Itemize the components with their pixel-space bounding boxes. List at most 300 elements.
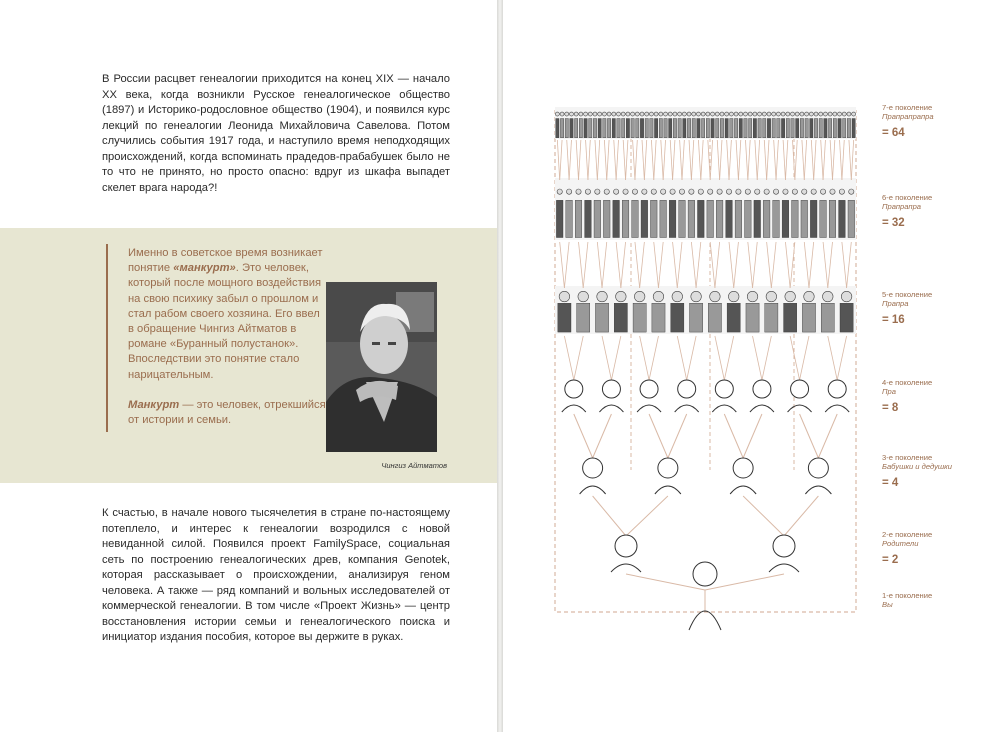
link-7-6 xyxy=(604,140,606,180)
link-5-4 xyxy=(790,336,799,380)
crowd-gen7-body xyxy=(791,119,794,138)
crowd-gen5-body xyxy=(802,303,815,332)
ancestor-portrait-gen4 xyxy=(715,380,733,398)
intro-paragraph-text: В России расцвет генеалогии приходится на конец XIX — начало XX века, когда возникли Русское генеалогическое общество (1897) и Историко-родословное общество (1904), и появился курс лекций по генеалогии Леонида Михайловича Савелова. Потом случились события 1917 года, и наступило время неподходящих происхождений, когда вспоминать прадедов-прабабушек было не то что не принято, но просто опасно: вдруг из шкафа выпадет скелет врага народа?! xyxy=(102,73,450,194)
crowd-gen7-head xyxy=(616,112,620,116)
link-7-6 xyxy=(661,140,663,180)
link-3-2 xyxy=(593,496,626,536)
crowd-gen6-body xyxy=(782,200,789,237)
crowd-gen5-body xyxy=(633,303,646,332)
crowd-gen7-head xyxy=(762,112,766,116)
crowd-gen7-body xyxy=(758,119,761,138)
link-7-6 xyxy=(755,140,757,180)
crowd-gen6-head xyxy=(614,189,619,194)
grandparent-portrait xyxy=(583,458,603,478)
link-7-6 xyxy=(597,140,599,180)
crowd-gen5-body xyxy=(671,303,684,332)
photo-caption: Чингиз Айтматов xyxy=(381,461,447,470)
crowd-gen5-body xyxy=(577,303,590,332)
generation-subtitle: Родители xyxy=(882,539,919,548)
generation-subtitle: Вы xyxy=(882,600,893,609)
crowd-gen6-head xyxy=(745,189,750,194)
crowd-gen7-head xyxy=(791,112,795,116)
crowd-gen7-body xyxy=(556,119,559,138)
crowd-gen7-head xyxy=(711,112,715,116)
crowd-gen7-body xyxy=(654,119,657,138)
generation-title: 1-е поколение xyxy=(882,591,933,600)
link-7-6 xyxy=(748,140,750,180)
link-5-4 xyxy=(687,336,696,380)
crowd-gen7-body xyxy=(631,119,634,138)
crowd-gen7-body xyxy=(734,119,737,138)
crowd-gen7-body xyxy=(702,119,705,138)
link-7-6 xyxy=(811,140,813,180)
crowd-gen7-body xyxy=(781,119,784,138)
crowd-gen7-head xyxy=(767,112,771,116)
link-7-6 xyxy=(745,140,747,180)
link-6-5 xyxy=(673,242,678,288)
ancestor-shoulders-gen4 xyxy=(750,405,774,412)
crowd-gen7-head xyxy=(654,112,658,116)
crowd-gen7-head xyxy=(692,112,696,116)
crowd-gen6-head xyxy=(595,189,600,194)
generation-title: 2-е поколение xyxy=(882,530,933,539)
crowd-gen6-head xyxy=(755,189,760,194)
crowd-gen6-body xyxy=(575,200,582,237)
generation-count: = 4 xyxy=(882,477,899,489)
link-7-6 xyxy=(776,140,778,180)
quote-text: Именно в советское время возникает понятие xyxy=(128,247,323,275)
link-6-5 xyxy=(753,242,758,288)
crowd-gen6-head xyxy=(726,189,731,194)
crowd-gen7-head xyxy=(645,112,649,116)
crowd-gen6-body xyxy=(566,200,573,237)
crowd-gen7-head xyxy=(706,112,710,116)
crowd-gen5-body xyxy=(784,303,797,332)
crowd-gen5-head xyxy=(672,291,683,302)
crowd-gen6-body xyxy=(839,200,846,237)
link-5-4 xyxy=(574,336,583,380)
crowd-gen6-head xyxy=(604,189,609,194)
ancestor-portrait-gen4 xyxy=(828,380,846,398)
crowd-gen7-body xyxy=(772,119,775,138)
link-7-6 xyxy=(588,140,590,180)
link-7-6 xyxy=(785,140,787,180)
portrait-illustration xyxy=(326,282,437,452)
link-7-6 xyxy=(851,140,853,180)
crowd-gen7-head xyxy=(696,112,700,116)
crowd-gen5-head xyxy=(597,291,608,302)
link-7-6 xyxy=(823,140,825,180)
link-4-3 xyxy=(743,414,762,458)
crowd-gen7-head xyxy=(659,112,663,116)
crowd-gen6-head xyxy=(736,189,741,194)
crowd-gen6-body xyxy=(792,200,799,237)
link-5-4 xyxy=(828,336,837,380)
crowd-gen7-body xyxy=(805,119,808,138)
link-7-6 xyxy=(595,140,597,180)
crowd-gen7-body xyxy=(692,119,695,138)
link-6-5 xyxy=(560,242,565,288)
crowd-gen5-head xyxy=(841,291,852,302)
link-7-6 xyxy=(727,140,729,180)
crowd-gen7-body xyxy=(725,119,728,138)
crowd-gen6-head xyxy=(642,189,647,194)
crowd-gen6-head xyxy=(576,189,581,194)
crowd-gen7-head xyxy=(626,112,630,116)
crowd-gen7-body xyxy=(749,119,752,138)
crowd-gen5-head xyxy=(616,291,627,302)
link-6-5 xyxy=(729,242,734,288)
link-7-6 xyxy=(689,140,691,180)
crowd-gen7-head xyxy=(607,112,611,116)
link-6-5 xyxy=(823,242,828,288)
crowd-gen5-body xyxy=(727,303,740,332)
crowd-gen6-head xyxy=(557,189,562,194)
crowd-gen7-head xyxy=(555,112,559,116)
ancestor-shoulders-gen4 xyxy=(599,405,623,412)
generation-label xyxy=(882,290,982,326)
link-3-2 xyxy=(626,496,668,536)
link-5-4 xyxy=(640,336,649,380)
link-7-6 xyxy=(729,140,731,180)
intro-paragraph xyxy=(102,72,450,196)
crowd-gen7-body xyxy=(833,119,836,138)
crowd-gen7-head xyxy=(842,112,846,116)
crowd-gen7-body xyxy=(687,119,690,138)
link-7-6 xyxy=(701,140,703,180)
crowd-gen7-body xyxy=(838,119,841,138)
ancestor-portrait-gen4 xyxy=(602,380,620,398)
crowd-gen7-head xyxy=(560,112,564,116)
link-7-6 xyxy=(767,140,769,180)
link-6-5 xyxy=(710,242,715,288)
grandparent-shoulders xyxy=(655,486,681,494)
link-7-6 xyxy=(821,140,823,180)
crowd-gen5-body xyxy=(558,303,571,332)
link-5-4 xyxy=(762,336,771,380)
link-6-5 xyxy=(658,242,663,288)
link-5-4 xyxy=(677,336,686,380)
crowd-gen6-body xyxy=(585,200,592,237)
link-4-3 xyxy=(818,414,837,458)
crowd-gen5-body xyxy=(840,303,853,332)
crowd-gen7-head xyxy=(800,112,804,116)
generation-subtitle: Бабушки и дедушки xyxy=(882,462,952,471)
crowd-gen7-head xyxy=(748,112,752,116)
crowd-gen6-body xyxy=(716,200,723,237)
quote-paragraph-2 xyxy=(128,398,328,428)
crowd-gen6-body xyxy=(613,200,620,237)
link-6-5 xyxy=(785,242,790,288)
crowd-gen7-head xyxy=(715,112,719,116)
generation-title: 5-е поколение xyxy=(882,290,933,299)
link-4-3 xyxy=(574,414,593,458)
link-7-6 xyxy=(764,140,766,180)
crowd-gen6-head xyxy=(792,189,797,194)
crowd-gen7-head xyxy=(781,112,785,116)
link-6-5 xyxy=(621,242,626,288)
link-7-6 xyxy=(795,140,797,180)
crowd-gen5-head xyxy=(804,291,815,302)
crowd-gen7-body xyxy=(828,119,831,138)
crowd-gen6-body xyxy=(679,200,686,237)
crowd-gen5-body xyxy=(652,303,665,332)
crowd-gen7-head xyxy=(701,112,705,116)
crowd-gen7-body xyxy=(589,119,592,138)
crowd-gen7-head xyxy=(809,112,813,116)
portrait-photo xyxy=(326,282,437,452)
link-4-3 xyxy=(649,414,668,458)
ancestor-shoulders-gen4 xyxy=(562,405,586,412)
link-7-6 xyxy=(635,140,637,180)
crowd-gen7-head xyxy=(579,112,583,116)
crowd-gen6-body xyxy=(810,200,817,237)
link-3-2 xyxy=(743,496,784,536)
link-5-4 xyxy=(837,336,846,380)
generation-count: = 2 xyxy=(882,554,899,566)
link-7-6 xyxy=(720,140,722,180)
crowd-gen5-body xyxy=(821,303,834,332)
generation-subtitle: Прапрапра xyxy=(882,202,922,211)
link-7-6 xyxy=(670,140,672,180)
crowd-gen7-body xyxy=(767,119,770,138)
crowd-gen7-head xyxy=(823,112,827,116)
crowd-gen6-head xyxy=(830,189,835,194)
parent-shoulders xyxy=(611,564,641,572)
link-6-5 xyxy=(677,242,682,288)
generation-subtitle: Пра xyxy=(882,387,896,396)
link-4-3 xyxy=(593,414,612,458)
crowd-gen5-head xyxy=(728,291,739,302)
crowd-gen7-head xyxy=(795,112,799,116)
link-5-4 xyxy=(611,336,620,380)
crowd-gen7-head xyxy=(673,112,677,116)
crowd-gen6-body xyxy=(632,200,639,237)
grandparent-portrait xyxy=(733,458,753,478)
crowd-gen7-body xyxy=(711,119,714,138)
crowd-gen5-body xyxy=(765,303,778,332)
crowd-gen7-head xyxy=(739,112,743,116)
generation-title: 4-е поколение xyxy=(882,378,933,387)
crowd-gen5-head xyxy=(634,291,645,302)
crowd-gen7-body xyxy=(565,119,568,138)
generation-label xyxy=(882,378,982,414)
crowd-gen7-body xyxy=(626,119,629,138)
link-6-5 xyxy=(804,242,809,288)
crowd-gen6-head xyxy=(566,189,571,194)
quote-bar xyxy=(106,244,108,432)
crowd-gen7-head xyxy=(776,112,780,116)
link-6-5 xyxy=(616,242,621,288)
link-7-6 xyxy=(569,140,571,180)
ancestor-portrait-gen4 xyxy=(678,380,696,398)
you-portrait xyxy=(693,562,717,586)
crowd-gen6-head xyxy=(839,189,844,194)
crowd-gen6-body xyxy=(801,200,808,237)
generation-subtitle: Прапрапрапра xyxy=(882,112,934,121)
crowd-gen7-body xyxy=(810,119,813,138)
crowd-gen7-body xyxy=(640,119,643,138)
crowd-gen6-body xyxy=(698,200,705,237)
crowd-gen7-head xyxy=(743,112,747,116)
crowd-gen7-body xyxy=(584,119,587,138)
crowd-gen7-head xyxy=(819,112,823,116)
crowd-gen6-body xyxy=(594,200,601,237)
link-6-5 xyxy=(583,242,588,288)
link-5-4 xyxy=(753,336,762,380)
link-7-6 xyxy=(579,140,581,180)
crowd-gen6-head xyxy=(623,189,628,194)
link-6-5 xyxy=(771,242,776,288)
crowd-gen7-head xyxy=(640,112,644,116)
crowd-gen7-body xyxy=(575,119,578,138)
crowd-gen6-body xyxy=(754,200,761,237)
crowd-gen7-head xyxy=(729,112,733,116)
crowd-gen6-body xyxy=(556,200,563,237)
link-7-6 xyxy=(738,140,740,180)
link-7-6 xyxy=(849,140,851,180)
link-4-3 xyxy=(724,414,743,458)
generation-title: 7-е поколение xyxy=(882,103,933,112)
crowd-gen6-head xyxy=(764,189,769,194)
crowd-gen7-body xyxy=(659,119,662,138)
link-5-4 xyxy=(602,336,611,380)
crowd-gen6-body xyxy=(603,200,610,237)
crowd-gen5-head xyxy=(766,291,777,302)
crowd-gen7-head xyxy=(593,112,597,116)
ancestor-portrait-gen4 xyxy=(565,380,583,398)
crowd-gen7-head xyxy=(631,112,635,116)
crowd-gen7-head xyxy=(588,112,592,116)
crowd-gen7-head xyxy=(682,112,686,116)
crowd-gen7-head xyxy=(838,112,842,116)
crowd-gen6-body xyxy=(745,200,752,237)
crowd-gen7-body xyxy=(636,119,639,138)
crowd-gen6-body xyxy=(726,200,733,237)
ancestor-portrait-gen4 xyxy=(640,380,658,398)
crowd-gen6-head xyxy=(717,189,722,194)
crowd-gen7-head xyxy=(602,112,606,116)
crowd-gen7-head xyxy=(828,112,832,116)
link-7-6 xyxy=(832,140,834,180)
crowd-gen7-head xyxy=(598,112,602,116)
link-7-6 xyxy=(691,140,693,180)
crowd-gen7-body xyxy=(560,119,563,138)
crowd-gen6-body xyxy=(735,200,742,237)
link-5-4 xyxy=(724,336,733,380)
link-7-6 xyxy=(840,140,842,180)
crowd-gen7-body xyxy=(847,119,850,138)
generation-count: = 32 xyxy=(882,217,905,229)
link-7-6 xyxy=(774,140,776,180)
crowd-gen7-body xyxy=(814,119,817,138)
crowd-gen7-body xyxy=(753,119,756,138)
crowd-gen5-head xyxy=(785,291,796,302)
link-7-6 xyxy=(757,140,759,180)
crowd-gen5-body xyxy=(746,303,759,332)
crowd-gen7-body xyxy=(598,119,601,138)
crowd-gen6-body xyxy=(669,200,676,237)
crowd-gen7-body xyxy=(720,119,723,138)
crowd-gen7-head xyxy=(664,112,668,116)
link-7-6 xyxy=(804,140,806,180)
link-6-5 xyxy=(828,242,833,288)
quote-term-mankurt: «манкурт» xyxy=(173,262,236,275)
crowd-gen6-head xyxy=(670,189,675,194)
crowd-gen7-head xyxy=(772,112,776,116)
ancestor-shoulders-gen4 xyxy=(825,405,849,412)
crowd-gen7-head xyxy=(734,112,738,116)
crowd-gen6-head xyxy=(632,189,637,194)
crowd-gen6-head xyxy=(651,189,656,194)
ancestor-shoulders-gen4 xyxy=(637,405,661,412)
crowd-gen7-body xyxy=(612,119,615,138)
crowd-gen5-head xyxy=(823,291,834,302)
crowd-gen7-body xyxy=(603,119,606,138)
grandparent-portrait xyxy=(658,458,678,478)
link-7-6 xyxy=(607,140,609,180)
crowd-gen7-head xyxy=(833,112,837,116)
crowd-gen5-body xyxy=(690,303,703,332)
ancestor-portrait-gen4 xyxy=(753,380,771,398)
crowd-gen6-head xyxy=(820,189,825,194)
parent-portrait xyxy=(773,535,795,557)
crowd-gen6-head xyxy=(661,189,666,194)
link-6-5 xyxy=(847,242,852,288)
link-4-3 xyxy=(668,414,687,458)
crowd-gen7-head xyxy=(678,112,682,116)
crowd-gen7-head xyxy=(847,112,851,116)
crowd-gen7-head xyxy=(720,112,724,116)
ancestor-portrait-gen4 xyxy=(791,380,809,398)
grandparent-shoulders xyxy=(730,486,756,494)
link-7-6 xyxy=(626,140,628,180)
link-6-5 xyxy=(809,242,814,288)
link-6-5 xyxy=(564,242,569,288)
link-6-5 xyxy=(696,242,701,288)
crowd-gen7-body xyxy=(570,119,573,138)
link-5-4 xyxy=(564,336,573,380)
generation-label xyxy=(882,193,982,229)
ancestor-shoulders-gen4 xyxy=(712,405,736,412)
parent-shoulders xyxy=(769,564,799,572)
link-7-6 xyxy=(567,140,569,180)
crowd-gen5-body xyxy=(708,303,721,332)
crowd-gen6-body xyxy=(820,200,827,237)
grandparent-shoulders xyxy=(580,486,606,494)
crowd-gen7-head xyxy=(805,112,809,116)
closing-paragraph xyxy=(102,506,450,646)
crowd-gen5-head xyxy=(710,291,721,302)
link-7-6 xyxy=(557,140,559,180)
crowd-gen7-body xyxy=(593,119,596,138)
crowd-gen7-head xyxy=(612,112,616,116)
link-6-5 xyxy=(640,242,645,288)
crowd-gen5-head xyxy=(578,291,589,302)
quote-text: . Это человек, который после мощного воздействия на свою психику забыл о прошлом и стал рабом своего хозяина. Его ввел в обращение Чингиз Айтматов в романе «Буранный полустанок». Впоследствии это понятие стало нарицательным. xyxy=(128,262,322,381)
crowd-gen7-body xyxy=(697,119,700,138)
crowd-gen5-head xyxy=(747,291,758,302)
link-7-6 xyxy=(736,140,738,180)
link-7-6 xyxy=(633,140,635,180)
generation-label xyxy=(882,530,982,566)
generation-label xyxy=(882,103,982,139)
crowd-gen6-head xyxy=(708,189,713,194)
link-7-6 xyxy=(710,140,712,180)
link-7-6 xyxy=(642,140,644,180)
crowd-gen7-body xyxy=(664,119,667,138)
